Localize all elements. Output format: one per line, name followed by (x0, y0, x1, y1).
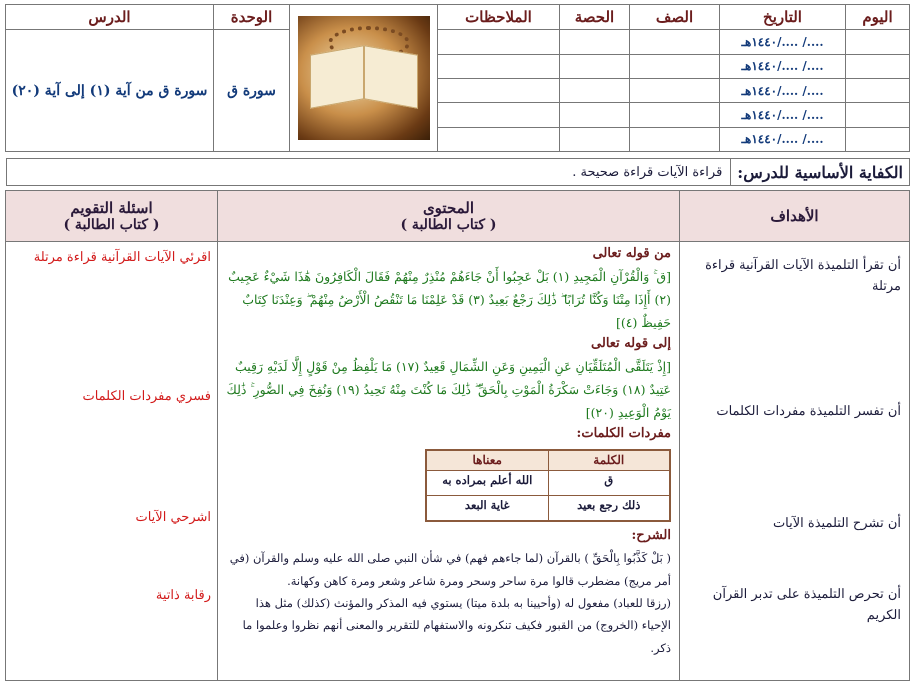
lesson-header: الدرس (6, 5, 214, 30)
explain-paragraph: ( بَلْ كَذَّبُوا بِالْحَقِّ ) بالقرآن (لما جاءهم فهم) في شأن النبي صلى الله عليه وسلم والقرآن (في أمر مريج) مضطرب قالوا مرة ساحر وسحر ومرة شاعر وشعر ومرة كاهن وكهانة. (229, 551, 671, 588)
date-cell: ..../ ..../١٤٤٠هـ (720, 103, 846, 127)
explain-paragraph: (رزقا للعباد) مفعول له (وأحيينا به بلدة ميتا) يستوي فيه المذكر والمؤنث (كذلك) مثل هذا الإحياء (الخروج) من القبور فكيف تنكرونه والاستفهام للتقرير والمعنى أنهم نظروا وعلموا ما ذكر. (242, 595, 671, 655)
competency-label: الكفاية الأساسية للدرس: (730, 159, 909, 185)
vocab-table (425, 449, 671, 522)
class-cell[interactable] (630, 127, 720, 151)
date-cell: ..../ ..../١٤٤٠هـ (720, 127, 846, 151)
ayah-block-1: [ق ۚ وَالْقُرْآنِ الْمَجِيدِ (١) بَلْ عَجِبُوا أَنْ جَاءَهُمْ مُنْذِرٌ مِنْهُمْ فَقَالَ الْكَافِرُونَ هَٰذَا شَيْءٌ عَجِيبٌ (٢) أَإِذَا مِتْنَا وَكُنَّا تُرَابًا ۖ ذَٰلِكَ رَجْعٌ بَعِيدٌ (٣) قَدْ عَلِمْنَا مَا تَنْقُصُ الْأَرْضُ مِنْهُمْ ۖ وَعِنْدَنَا كِتَابٌ حَفِيظٌ (٤)] (228, 268, 671, 331)
class-cell[interactable] (630, 30, 720, 54)
lesson-value: سورة ق من آية (١) إلى آية (٢٠) (6, 30, 214, 152)
goals-cell (680, 242, 910, 681)
date-header: التاريخ (720, 5, 846, 30)
to-heading: إلى قوله تعالى (591, 336, 671, 352)
class-cell[interactable] (630, 103, 720, 127)
period-cell[interactable] (560, 103, 630, 127)
goal-item: أن تفسر التلميذة مفردات الكلمات (716, 403, 901, 419)
ayah-block-2: [إِذْ يَتَلَقَّى الْمُتَلَقِّيَانِ عَنِ الْيَمِينِ وَعَنِ الشِّمَالِ قَعِيدٌ (١٧) مَا يَلْفِظُ مِنْ قَوْلٍ إِلَّا لَدَيْهِ رَقِيبٌ عَتِيدٌ (١٨) وَجَاءَتْ سَكْرَةُ الْمَوْتِ بِالْحَقِّ ۖ ذَٰلِكَ مَا كُنْتَ مِنْهُ تَحِيدُ (١٩) وَنُفِخَ فِي الصُّورِ ۚ ذَٰلِكَ يَوْمُ الْوَعِيدِ (٢٠)] (226, 358, 671, 421)
competency-row (6, 158, 910, 186)
day-cell[interactable] (846, 103, 910, 127)
goal-item: أن تحرص التلميذة على تدبر القرآن الكريم (712, 587, 901, 623)
assess-header: اسئلة التقويم ( كتاب الطالبة ) (6, 191, 218, 242)
vocab-word-header: الكلمة (548, 450, 670, 471)
day-cell[interactable] (846, 30, 910, 54)
notes-header: الملاحظات (438, 5, 560, 30)
notes-cell[interactable] (438, 79, 560, 103)
notes-cell[interactable] (438, 127, 560, 151)
period-cell[interactable] (560, 127, 630, 151)
quran-book-image (298, 16, 430, 140)
period-header: الحصة (560, 5, 630, 30)
day-cell[interactable] (846, 127, 910, 151)
goal-item: أن تشرح التلميذة الآيات (772, 516, 901, 532)
vocab-word: ذلك رجع بعيد (548, 496, 670, 522)
from-heading: من قوله تعالى (592, 246, 671, 261)
vocab-meaning: غاية البعد (426, 496, 548, 522)
date-cell: ..../ ..../١٤٤٠هـ (720, 54, 846, 78)
date-cell: ..../ ..../١٤٤٠هـ (720, 30, 846, 54)
vocab-meaning: الله أعلم بمراده به (426, 471, 548, 496)
competency-value: قراءة الآيات قراءة صحيحة . (572, 164, 723, 180)
unit-header: الوحدة (214, 5, 290, 30)
class-cell[interactable] (630, 79, 720, 103)
explain-heading: الشرح: (631, 528, 671, 544)
period-cell[interactable] (560, 30, 630, 54)
vocab-meaning-header: معناها (426, 450, 548, 471)
lesson-content-table (5, 190, 910, 681)
day-cell[interactable] (846, 79, 910, 103)
assess-item: اقرئي الآيات القرآنية قراءة مرتلة (33, 250, 211, 265)
day-header: اليوم (846, 5, 910, 30)
content-cell (218, 242, 680, 681)
date-cell: ..../ ..../١٤٤٠هـ (720, 79, 846, 103)
assess-item: فسري مفردات الكلمات (82, 388, 211, 404)
header-table (5, 4, 910, 152)
goals-header: الأهداف (680, 191, 910, 242)
vocab-word: ق (548, 471, 670, 496)
period-cell[interactable] (560, 54, 630, 78)
class-header: الصف (630, 5, 720, 30)
day-cell[interactable] (846, 54, 910, 78)
quran-image-cell (290, 5, 438, 152)
notes-cell[interactable] (438, 54, 560, 78)
vocab-heading: مفردات الكلمات: (576, 426, 671, 442)
class-cell[interactable] (630, 54, 720, 78)
lesson-plan-sheet (6, 4, 910, 690)
goal-item: أن تقرأ التلميذة الآيات القرآنية قراءة مرتلة (705, 258, 901, 294)
unit-value: سورة ق (214, 30, 290, 152)
period-cell[interactable] (560, 79, 630, 103)
notes-cell[interactable] (438, 30, 560, 54)
notes-cell[interactable] (438, 103, 560, 127)
content-header: المحتوى ( كتاب الطالبة ) (218, 191, 680, 242)
assess-cell (6, 242, 218, 681)
assess-item: رقابة ذاتية (155, 588, 211, 604)
assess-item: اشرحي الآيات (135, 509, 211, 525)
